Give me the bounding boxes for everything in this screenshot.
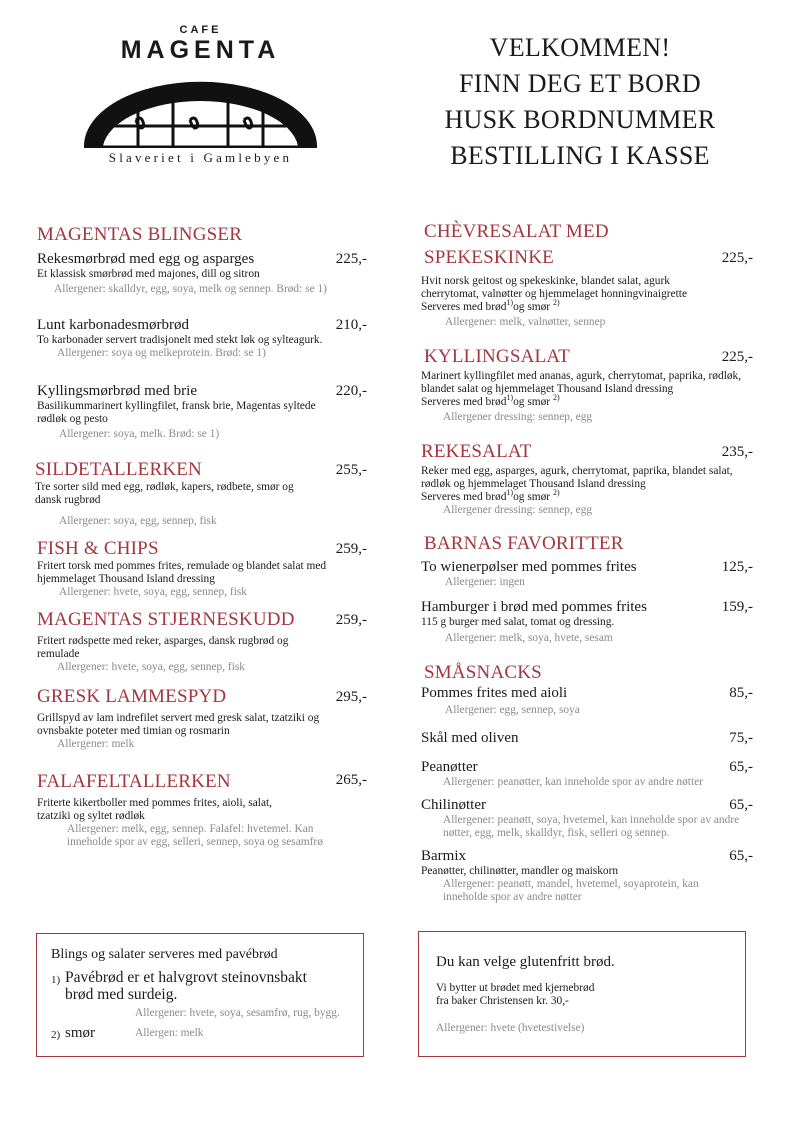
item-name: Chilinøtter: [421, 797, 486, 813]
item-name: Peanøtter: [421, 759, 478, 775]
menu-item: [421, 598, 753, 645]
item-price: 75,-: [729, 730, 753, 746]
section-heading-rekesalat: REKESALAT: [421, 441, 532, 462]
item-allergens: Allergener: hvete, soya, egg, sennep, fisk: [57, 661, 245, 673]
welcome-line: BESTILLING I KASSE: [450, 141, 710, 170]
item-price: 259,-: [335, 541, 367, 557]
item-description: Reker med egg, asparges, agurk, cherrytomat, paprika, blandet salat, rødløk og hjemmelaget Thousand Island dressing: [421, 465, 733, 490]
section-heading-barnas: BARNAS FAVORITTER: [424, 533, 624, 554]
section-heading-sild: SILDETALLERKEN: [35, 459, 202, 480]
gluten-free-box: [418, 931, 746, 1057]
item-description: To karbonader servert tradisjonelt med stekt løk og sylteagurk.: [37, 334, 323, 346]
item-allergens: Allergener: soya, egg, sennep, fisk: [59, 515, 217, 527]
menu-item: [37, 382, 367, 441]
item-description: Tre sorter sild med egg, rødløk, kapers, rødbete, smør og dansk rugbrød: [35, 481, 294, 506]
footnote-line: brød med surdeig.: [65, 986, 178, 1003]
item-name: Barmix: [421, 848, 466, 864]
menu-section-rekesalat: [421, 441, 753, 517]
item-allergens: Allergener: hvete, soya, egg, sennep, fisk: [59, 586, 247, 598]
item-name: Lunt karbonadesmørbrød: [37, 317, 190, 333]
menu-item: [421, 758, 753, 789]
menu-section-stjerneskudd: [37, 609, 367, 674]
menu-item: [421, 796, 753, 840]
item-allergens: Allergener: egg, sennep, soya: [445, 704, 580, 716]
section-heading-falafel: FALAFELTALLERKEN: [37, 771, 231, 792]
item-name: Skål med oliven: [421, 730, 519, 746]
menu-section-chevre: [421, 221, 753, 329]
item-description: Et klassisk smørbrød med majones, dill og sitron: [37, 268, 260, 280]
item-description: Peanøtter, chilinøtter, mandler og maiskorn: [421, 865, 619, 877]
footnote-allergens: Allergen: melk: [135, 1027, 204, 1039]
footnote-number: 1): [51, 974, 61, 986]
menu-section-falafel: [37, 771, 367, 849]
item-allergens: Allergener: melk, valnøtter, sennep: [445, 316, 606, 328]
item-description: Grillspyd av lam indrefilet servert med gresk salat, tzatziki og ovnsbakte poteter med timian og rosmarin: [37, 712, 320, 737]
serving-note: Serveres med brød$^{1)}$og smør $^{2)}$: [421, 393, 560, 408]
item-description: Fritert rødspette med reker, asparges, dansk rugbrød og remulade: [37, 635, 289, 660]
menu-section-snacks: [421, 662, 753, 904]
item-price: 259,-: [335, 612, 367, 628]
item-price: 220,-: [335, 383, 367, 399]
item-allergens: Allergener: skalldyr, egg, soya, melk og sennep. Brød: se 1): [54, 283, 327, 295]
serving-note: Serveres med brød$^{1)}$og smør $^{2)}$: [421, 298, 560, 313]
item-price: 225,-: [721, 250, 753, 266]
menu-section-barnas: [421, 533, 753, 645]
box-line-text: Vi bytter ut brødet med kjernebrød: [436, 982, 595, 994]
item-description: Fritert torsk med pommes frites, remulade og blandet salat med hjemmelaget Thousand Island dressing: [37, 560, 327, 585]
item-price: 225,-: [721, 349, 753, 365]
item-allergens: Allergener: soya og melkeprotein. Brød: se 1): [57, 347, 266, 359]
item-allergens: Allergener: peanøtt, mandel, hvetemel, soyaprotein, kan inneholde spor av andre nøtter: [443, 878, 699, 903]
section-heading-snacks: SMÅSNACKS: [424, 662, 542, 683]
footnote-text: [65, 969, 307, 1003]
item-price: 235,-: [721, 444, 753, 460]
item-price: 125,-: [721, 559, 753, 575]
menu-section-gresk: [37, 686, 367, 751]
item-allergens: Allergener dressing: sennep, egg: [443, 411, 593, 423]
menu-item: [421, 684, 753, 717]
item-price: 210,-: [335, 317, 367, 333]
welcome-line: FINN DEG ET BORD: [459, 69, 701, 98]
item-price: 65,-: [729, 759, 753, 775]
logo-name: MAGENTA: [120, 36, 281, 64]
item-name: Pommes frites med aioli: [421, 685, 568, 701]
right-column: [421, 221, 753, 904]
section-heading-blingser: MAGENTAS BLINGSER: [37, 224, 243, 245]
footnote-text: smør: [65, 1025, 95, 1041]
section-heading-fish: FISH & CHIPS: [37, 538, 159, 559]
serving-note: Serveres med brød$^{1)}$og smør $^{2)}$: [421, 488, 560, 503]
item-price: 65,-: [729, 797, 753, 813]
item-allergens: Allergener: soya, melk. Brød: se 1): [59, 428, 220, 440]
item-allergens: Allergener: melk: [57, 738, 135, 750]
menu-section-fish: [37, 538, 367, 599]
item-price: 225,-: [335, 251, 367, 267]
cafe-logo: [78, 20, 323, 170]
item-price: 255,-: [335, 462, 367, 478]
item-price: 65,-: [729, 848, 753, 864]
box-line-text: fra baker Christensen kr. 30,-: [436, 995, 569, 1007]
menu-item: [421, 558, 753, 589]
welcome-line: HUSK BORDNUMMER: [444, 105, 716, 134]
menu-section-sild: [35, 459, 367, 528]
menu-item: [421, 729, 753, 747]
menu-section-kyllingsalat: [421, 346, 753, 424]
footnote-number: 2): [51, 1029, 61, 1041]
item-price: 85,-: [729, 685, 753, 701]
footnote-line: Pavébrød er et halvgrovt steinovnsbakt: [65, 969, 307, 986]
arch-window-icon: [78, 76, 323, 148]
item-allergens: Allergener: melk, egg, sennep. Falafel: hvetemel. Kan inneholde spor av egg, selleri, sennep, soya og sesamfrø: [67, 823, 323, 848]
item-description: Marinert kyllingfilet med ananas, agurk, cherrytomat, paprika, rødløk, blandet salat og hjemmelaget Thousand Island dressing: [421, 370, 742, 395]
item-name: Hamburger i brød med pommes frites: [421, 599, 647, 615]
section-heading-stjerneskudd: MAGENTAS STJERNESKUDD: [37, 609, 295, 630]
item-name: Kyllingsmørbrød med brie: [37, 383, 197, 399]
welcome-message: [420, 30, 740, 174]
item-description: Basilikummarinert kyllingfilet, fransk brie, Magentas syltede rødløk og pesto: [37, 400, 316, 425]
logo-cafe: CAFE: [179, 24, 222, 36]
welcome-line: VELKOMMEN!: [489, 33, 671, 62]
item-allergens: Allergener dressing: sennep, egg: [443, 504, 593, 516]
box-line: [436, 982, 594, 1008]
logo-subtitle: Slaveriet i Gamlebyen: [108, 150, 293, 165]
item-description: Hvit norsk geitost og spekeskinke, blandet salat, agurk cherrytomat, valnøtter og hjemmelaget honningvinaigrette: [421, 275, 688, 300]
box-title: Blings og salater serveres med pavébrød: [51, 947, 278, 962]
item-price: 265,-: [335, 772, 367, 788]
item-price: 159,-: [721, 599, 753, 615]
section-heading-kyllingsalat: KYLLINGSALAT: [424, 346, 570, 367]
item-description: Friterte kikertboller med pommes frites, aioli, salat, tzatziki og syltet rødløk: [37, 797, 273, 822]
section-heading-chevre-2: SPEKESKINKE: [424, 247, 554, 268]
section-heading-gresk: GRESK LAMMESPYD: [37, 686, 227, 707]
box-title: Du kan velge glutenfritt brød.: [436, 954, 615, 970]
box-allergens: Allergener: hvete (hvetestivelse): [436, 1022, 585, 1034]
item-allergens: Allergener: ingen: [445, 576, 525, 588]
item-allergens: Allergener: peanøtt, soya, hvetemel, kan inneholde spor av andre nøtter, egg, melk, skalldyr, fisk, selleri og sennep.: [443, 814, 740, 839]
left-column: [37, 224, 367, 849]
bread-info-box: [36, 933, 364, 1057]
section-heading-chevre: CHÈVRESALAT MED: [424, 221, 609, 242]
item-name: Rekesmørbrød med egg og asparges: [37, 251, 255, 267]
item-allergens: Allergener: peanøtter, kan inneholde spor av andre nøtter: [443, 776, 703, 788]
item-description: 115 g burger med salat, tomat og dressing.: [421, 616, 615, 628]
menu-item: [37, 316, 367, 360]
item-name: To wienerpølser med pommes frites: [421, 559, 637, 575]
item-price: 295,-: [335, 689, 367, 705]
footnote-allergens: Allergener: hvete, soya, sesamfrø, rug, bygg.: [135, 1007, 340, 1019]
menu-item: [421, 847, 753, 904]
menu-item: [37, 250, 367, 296]
item-allergens: Allergener: melk, soya, hvete, sesam: [445, 632, 613, 644]
